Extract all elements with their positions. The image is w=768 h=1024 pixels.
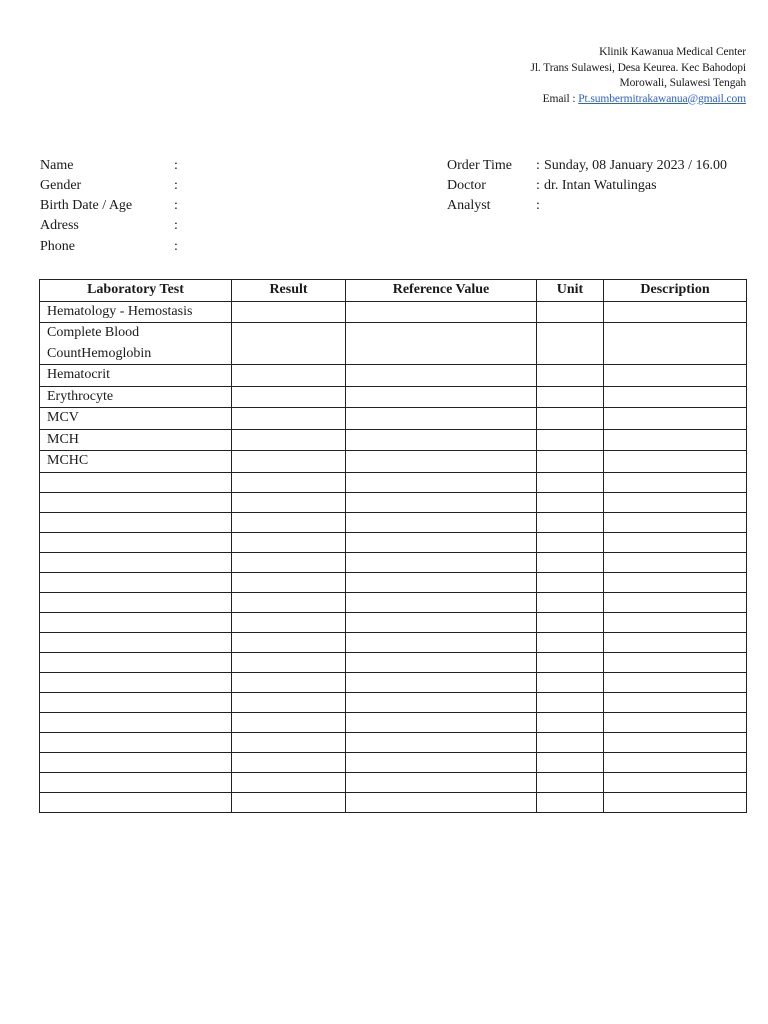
result-cell bbox=[232, 323, 346, 365]
unit-cell bbox=[537, 492, 604, 512]
table-row bbox=[40, 323, 747, 365]
table-row bbox=[40, 592, 747, 612]
doctor-colon: : bbox=[536, 178, 540, 193]
reference-cell bbox=[346, 472, 537, 492]
test-cell bbox=[40, 772, 232, 792]
test-cell bbox=[40, 472, 232, 492]
unit-cell bbox=[537, 692, 604, 712]
table-row bbox=[40, 672, 747, 692]
email-link[interactable]: Pt.sumbermitrakawanua@gmail.com bbox=[578, 92, 746, 105]
header-laboratory-test: Laboratory Test bbox=[40, 280, 232, 302]
description-cell bbox=[604, 732, 747, 752]
table-row bbox=[40, 652, 747, 672]
order-time-label: Order Time bbox=[447, 158, 512, 173]
unit-cell bbox=[537, 632, 604, 652]
result-cell bbox=[232, 386, 346, 408]
test-cell: MCHC bbox=[40, 451, 232, 473]
test-cell: Complete Blood CountHemoglobin bbox=[40, 323, 232, 365]
test-cell bbox=[40, 532, 232, 552]
test-cell: Hematocrit bbox=[40, 365, 232, 387]
test-cell: MCH bbox=[40, 429, 232, 451]
description-cell bbox=[604, 792, 747, 812]
description-cell bbox=[604, 386, 747, 408]
unit-cell bbox=[537, 365, 604, 387]
description-cell bbox=[604, 472, 747, 492]
description-cell bbox=[604, 632, 747, 652]
table-row bbox=[40, 301, 747, 323]
unit-cell bbox=[537, 652, 604, 672]
reference-cell bbox=[346, 552, 537, 572]
unit-cell bbox=[537, 672, 604, 692]
description-cell bbox=[604, 612, 747, 632]
reference-cell bbox=[346, 612, 537, 632]
description-cell bbox=[604, 323, 747, 365]
description-cell bbox=[604, 408, 747, 430]
result-cell bbox=[232, 451, 346, 473]
unit-cell bbox=[537, 301, 604, 323]
table-row bbox=[40, 532, 747, 552]
reference-cell bbox=[346, 652, 537, 672]
result-cell bbox=[232, 592, 346, 612]
table-row bbox=[40, 632, 747, 652]
birth-label: Birth Date / Age bbox=[40, 198, 133, 213]
lab-results-table bbox=[39, 279, 747, 813]
test-cell bbox=[40, 572, 232, 592]
gender-label: Gender bbox=[40, 178, 82, 193]
table-row bbox=[40, 792, 747, 812]
test-cell bbox=[40, 712, 232, 732]
test-cell bbox=[40, 512, 232, 532]
header-result: Result bbox=[232, 280, 346, 302]
description-cell bbox=[604, 672, 747, 692]
test-cell bbox=[40, 612, 232, 632]
description-cell bbox=[604, 572, 747, 592]
reference-cell bbox=[346, 301, 537, 323]
result-cell bbox=[232, 772, 346, 792]
reference-cell bbox=[346, 365, 537, 387]
reference-cell bbox=[346, 712, 537, 732]
order-time-colon: : bbox=[536, 158, 540, 173]
doctor-label: Doctor bbox=[447, 178, 486, 193]
table-row bbox=[40, 408, 747, 430]
result-cell bbox=[232, 752, 346, 772]
test-cell: Erythrocyte bbox=[40, 386, 232, 408]
unit-cell bbox=[537, 612, 604, 632]
table-row bbox=[40, 365, 747, 387]
result-cell bbox=[232, 512, 346, 532]
result-cell bbox=[232, 652, 346, 672]
address-colon: : bbox=[174, 218, 178, 233]
result-cell bbox=[232, 365, 346, 387]
reference-cell bbox=[346, 672, 537, 692]
reference-cell bbox=[346, 451, 537, 473]
description-cell bbox=[604, 692, 747, 712]
description-cell bbox=[604, 532, 747, 552]
reference-cell bbox=[346, 408, 537, 430]
unit-cell bbox=[537, 532, 604, 552]
test-cell bbox=[40, 632, 232, 652]
table-row bbox=[40, 492, 747, 512]
result-cell bbox=[232, 552, 346, 572]
email-label: Email : bbox=[542, 92, 579, 105]
test-cell bbox=[40, 652, 232, 672]
phone-colon: : bbox=[174, 239, 178, 254]
test-cell bbox=[40, 792, 232, 812]
unit-cell bbox=[537, 472, 604, 492]
test-cell bbox=[40, 592, 232, 612]
clinic-header bbox=[530, 45, 746, 107]
result-cell bbox=[232, 572, 346, 592]
birth-colon: : bbox=[174, 198, 178, 213]
table-body bbox=[40, 301, 747, 812]
table-row bbox=[40, 552, 747, 572]
unit-cell bbox=[537, 408, 604, 430]
test-cell: MCV bbox=[40, 408, 232, 430]
reference-cell bbox=[346, 492, 537, 512]
table-row bbox=[40, 752, 747, 772]
description-cell bbox=[604, 652, 747, 672]
result-cell bbox=[232, 492, 346, 512]
result-cell bbox=[232, 712, 346, 732]
reference-cell bbox=[346, 429, 537, 451]
unit-cell bbox=[537, 323, 604, 365]
test-cell: Hematology - Hemostasis bbox=[40, 301, 232, 323]
table-row bbox=[40, 386, 747, 408]
unit-cell bbox=[537, 712, 604, 732]
description-cell bbox=[604, 592, 747, 612]
result-cell bbox=[232, 612, 346, 632]
unit-cell bbox=[537, 429, 604, 451]
reference-cell bbox=[346, 752, 537, 772]
result-cell bbox=[232, 472, 346, 492]
result-cell bbox=[232, 532, 346, 552]
test-cell bbox=[40, 732, 232, 752]
analyst-label: Analyst bbox=[447, 198, 491, 213]
reference-cell bbox=[346, 592, 537, 612]
description-cell bbox=[604, 712, 747, 732]
phone-label: Phone bbox=[40, 239, 75, 254]
reference-cell bbox=[346, 632, 537, 652]
clinic-address-line2: Morowali, Sulawesi Tengah bbox=[619, 77, 746, 89]
unit-cell bbox=[537, 512, 604, 532]
result-cell bbox=[232, 429, 346, 451]
test-cell bbox=[40, 492, 232, 512]
table-row bbox=[40, 712, 747, 732]
unit-cell bbox=[537, 451, 604, 473]
reference-cell bbox=[346, 386, 537, 408]
clinic-address-line1: Jl. Trans Sulawesi, Desa Keurea. Kec Bahodopi bbox=[530, 61, 746, 74]
reference-cell bbox=[346, 572, 537, 592]
table-row bbox=[40, 572, 747, 592]
table-row bbox=[40, 612, 747, 632]
name-colon: : bbox=[174, 158, 178, 173]
description-cell bbox=[604, 365, 747, 387]
unit-cell bbox=[537, 592, 604, 612]
table-row bbox=[40, 732, 747, 752]
address-label: Adress bbox=[40, 218, 79, 233]
result-cell bbox=[232, 672, 346, 692]
unit-cell bbox=[537, 792, 604, 812]
unit-cell bbox=[537, 572, 604, 592]
reference-cell bbox=[346, 692, 537, 712]
table-row bbox=[40, 429, 747, 451]
result-cell bbox=[232, 408, 346, 430]
table-row bbox=[40, 451, 747, 473]
gender-colon: : bbox=[174, 178, 178, 193]
table-row bbox=[40, 772, 747, 792]
description-cell bbox=[604, 301, 747, 323]
header-unit: Unit bbox=[537, 280, 604, 302]
reference-cell bbox=[346, 772, 537, 792]
unit-cell bbox=[537, 386, 604, 408]
description-cell bbox=[604, 552, 747, 572]
reference-cell bbox=[346, 323, 537, 365]
table-header-row bbox=[40, 280, 747, 302]
table-row bbox=[40, 472, 747, 492]
result-cell bbox=[232, 301, 346, 323]
header-description: Description bbox=[604, 280, 747, 302]
clinic-email-line bbox=[530, 92, 746, 108]
result-cell bbox=[232, 632, 346, 652]
unit-cell bbox=[537, 552, 604, 572]
unit-cell bbox=[537, 772, 604, 792]
reference-cell bbox=[346, 532, 537, 552]
description-cell bbox=[604, 492, 747, 512]
order-time-value: Sunday, 08 January 2023 / 16.00 bbox=[544, 158, 728, 173]
header-reference-value: Reference Value bbox=[346, 280, 537, 302]
reference-cell bbox=[346, 792, 537, 812]
description-cell bbox=[604, 772, 747, 792]
description-cell bbox=[604, 429, 747, 451]
unit-cell bbox=[537, 732, 604, 752]
description-cell bbox=[604, 512, 747, 532]
description-cell bbox=[604, 451, 747, 473]
test-cell bbox=[40, 552, 232, 572]
table-row bbox=[40, 692, 747, 712]
reference-cell bbox=[346, 512, 537, 532]
clinic-name: Klinik Kawanua Medical Center bbox=[599, 46, 746, 58]
result-cell bbox=[232, 692, 346, 712]
name-label: Name bbox=[40, 158, 74, 173]
test-cell bbox=[40, 672, 232, 692]
result-cell bbox=[232, 792, 346, 812]
test-cell bbox=[40, 752, 232, 772]
description-cell bbox=[604, 752, 747, 772]
reference-cell bbox=[346, 732, 537, 752]
analyst-colon: : bbox=[536, 198, 540, 213]
test-cell bbox=[40, 692, 232, 712]
result-cell bbox=[232, 732, 346, 752]
doctor-value: dr. Intan Watulingas bbox=[544, 178, 657, 193]
unit-cell bbox=[537, 752, 604, 772]
table-row bbox=[40, 512, 747, 532]
